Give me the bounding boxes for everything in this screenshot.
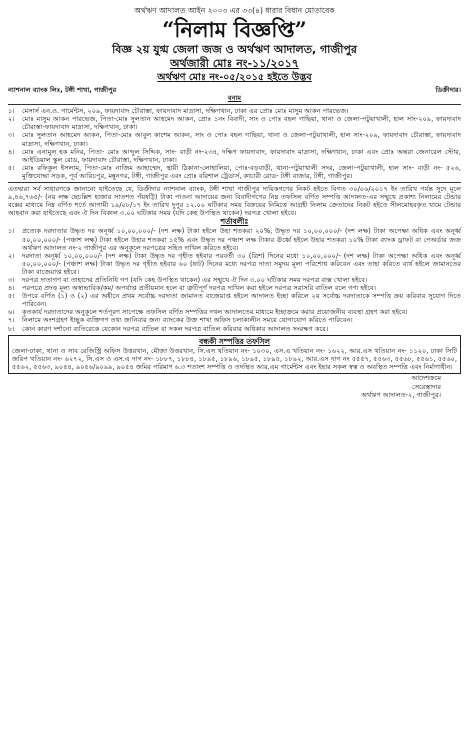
plaintiff-name: ন্যাশনাল ব্যাংক লিঃ, টঙ্গী শাখা, গাজীপুর <box>8 86 117 94</box>
term-item <box>8 252 461 276</box>
term-text: প্রত্যেক দরদাতার উদ্ধৃত দর অনূর্ধ্ব ১০,০০,০০০/- (দশ লক্ষ) টাকা হইলে উহা শতকরা ২০%, উদ্ধৃত দর ১০,০০,০০০/- (দশ লক্ষ) টাকা অপেক্ষা অধিক এবং অনূর্ধ্ব ৫০,০০,০০০/- (পঞ্চাশ লক্ষ) টাকা হইলে উহার শতকরা ১৫% এবং উদ্ধৃত দর পঞ্চাশ লক্ষ টাকার ঊর্ধ্বে হইলে উহার শতকরা ১০% টাকা ব্যাংক ড্রাফট বা পেঅর্ডার জজ অর্থঋণ আদালত নং-২ গাজীপুর এর অনুকূলে দরপত্রের সহিত দাখিল করিতে হইবে। <box>22 227 461 252</box>
defendant-text: মোঃ রফিকুল ইসলাম, পিতা-মোঃ নাজিম আহাম্মেদ, স্থায়ী ঠিকানা-লোহালিয়া, পোঃ-বড়বাড়ী, থানা-পটুয়াখালী সদর, জেলা-পটুয়াখালী, হাল সাং- বাড়ী নং- ৫২৬, মুক্তিযোদ্ধা সড়ক, পূর্ব আরিচপুর, মন্নুনগর, টঙ্গী, গাজীপুর এবং প্রোঃ বরিশাল ট্রেডার্স, কাচারী রোড- টঙ্গী বাজার, টঙ্গী, গাজীপুর। <box>22 163 461 180</box>
signature-title: সেরেস্তাদার <box>412 382 441 391</box>
signature-office: অর্থঋণ আদালত-২, গাজীপুর। <box>361 391 441 400</box>
term-item <box>8 316 461 324</box>
execution-case-number: অর্থজারী মোঃ নং-১১/২০১৭ <box>170 57 299 70</box>
defendant-number: ১। <box>8 107 15 116</box>
term-item <box>8 325 461 333</box>
divider <box>8 182 461 183</box>
legal-reference: অর্থঋণ আদালত আইন ২০০৩ এর ৩৩(৪) ধারার বিধান মোতাবেক <box>134 6 335 15</box>
signature-block <box>8 374 461 400</box>
term-text: কৃতকার্য দরদাতাদের অনুকূলে শর্তপূরণ সাপেক্ষে তফসিল বর্ণিত সম্পত্তির দখল আদালতের মাধ্যমে ইচ্ছাক্রমে করার প্রয়োজনীয় ব্যবস্থা গ্রহণ করা হইবে। <box>22 308 408 317</box>
signature-by-order: আদেশক্রমে <box>411 373 441 382</box>
schedule-text: জেলা-ঢাকা, থানা ও সাব রেজিস্ট্রি অফিস উত্তরখান, মৌজা উত্তরখান, সি.এস খতিয়ান নং- ১০৩০, এস.এ খতিয়ান নং- ১৬২২, আর.এস খতিয়ান নং- ১১২০, ঢাকা সিটি জরিপ খতিয়ান নং- ৬২৭২, সি.এস ও এস.এ দাগ নং- ১৮৮৭, ১৮৮৪, ১৮৯৫, ১৮৯৬, ১৮৯৫, ১৮৯৫, ১৮৯২, আর.এস দাগ নং ৫৫৫৭, ৫৫৬৩, ৫৫৬৮, ৫৫৬১, ৫৫৬০, ৫৫৬২, ৫৫৬৩, ৯০৫৪, ৯০৫৬/৯০৯৯, ৯০৫৪ জমির পরিমাণ ৬.৩ শতাংশ সম্পত্তি ও তদস্থিত আর.এম গার্মেন্টস এবং ইহার সকল স্বত্ব ও অবস্থিত সম্পত্তি এবং নির্মাণাধীন। <box>12 346 457 371</box>
term-item <box>8 227 461 251</box>
defendant-number: ৩। <box>8 131 15 140</box>
defendant-text: মোঃ সুলতান আহমেদ আকন, পিতা-মোঃ আবুল কাশেম আকন, সাং ও পোঃ বহল গাছিয়া, থানা ও জেলা-পটুয়াখালী, হাল সাং-২০৯, ফায়দাবাদ চৌরাস্তা, ফায়দাবাদ মাদ্রাসা, দক্ষিণখান, ঢাকা। <box>22 131 461 148</box>
term-text: উপরে বর্ণিত (১) ও (২) এর অধীনে প্রথম সর্বোচ্চ দরদাতা জামানত বাজেয়াপ্ত হইলে আদালত ইচ্ছা করিলে ২য় সর্বোচ্চ দরদাতাকে সম্পত্তি ক্রয় করিবার সুযোগ দিতে পারিবেন। <box>22 292 461 309</box>
term-text: দরদাতা অনূর্ধ্ব ১০,০০,০০০/- (দশ লক্ষ) টাকা উদ্ধৃত দর গৃহীত হইবার পরবর্তী ৩০ (ত্রিশ) দিনের মধ্যে ১০,০০,০০০/- (দশ লক্ষ) টাকা অপেক্ষা অধিক এবং অনূর্ধ্ব ৫০,০০,০০০/- (পঞ্চাশ লক্ষ) টাকা উদ্ধৃত দর গৃহীত হইবার ৬০ (ষাট) দিনের মধ্যে দরপত্র দাতা সমুদয় মূল্য পরিশোধ করিবেন এবং তাহা করিতে ব্যর্থ হইলে জামানতের টাকা বাজেয়াপ্ত হইবে। <box>22 251 461 276</box>
term-number: ৩। <box>8 275 15 284</box>
term-number: ১। <box>8 227 15 236</box>
defendant-number: ৫। <box>8 163 15 172</box>
defendant-item <box>8 131 461 147</box>
term-number: ২। <box>8 251 15 260</box>
property-schedule-box <box>8 335 461 374</box>
defendant-number: ২। <box>8 115 15 124</box>
defendant-item <box>8 115 461 131</box>
term-text: কোন কারণ দর্শানো ব্যতিরেকে যেকোন দরপত্র বাতিল বা সকল দরপত্র বাতিল করিবার অধিকার আদালত সংরক্ষণ করে। <box>22 324 329 333</box>
terms-heading: শর্তাবলীঃ <box>220 217 249 227</box>
versus-label: বনাম <box>227 94 242 103</box>
defendant-number: ৪। <box>8 147 15 156</box>
term-number: ৪। <box>8 284 15 293</box>
defendant-text: মোঃ এনামুল হক মনির, পিতা- মোঃ আব্দুল সিদ্দিক, সাং- বাড়ী নং-২৩৪, দক্ষিণ ফায়দাবাদ, ফায়দাবাদ মাদ্রাসা, দক্ষিণখান, ঢাকা এবং প্রোঃ অন্তরা জেনারেল স্টোর, আইডিয়াল স্কুল রোড, ফায়দাবাদ চৌরাস্তা, দক্ষিণখান, ঢাকা। <box>22 147 461 164</box>
term-number: ৫। <box>8 292 15 301</box>
intro-paragraph: এতদ্বারা সর্ব সাধারণকে জানানো যাইতেছে যে, ডিক্রীদার ন্যাশনাল ব্যাংক, টঙ্গী শাখা গাজীপুর দায়িকগণের নিকট হইতে বিগত ৩০/০৬/২০১৭ ইং তারিখ পর্যন্ত সুদে মূলে ৯,৪৬,৭৬৫/- (নয় লক্ষ ছেচল্লিশ হাজার সাতশত পঁয়ষট্টি) টাকা পাওনা আদায়ের জন্য বিবাদীগণের নিম্ন তফসিল বর্ণিত সম্পত্তি আদালত-এর সম্মুখে প্রকাশ্য নিলামের টেন্ডার বক্সের মাধ্যমে নিম্ন বর্ণিত শর্তে আগামী ১৯/০৮/১৭ ইং তারিখ দুপুর ১২.০০ ঘটিকার সময় বিক্রয়ের নিমিত্তে আগ্রহী নিলাম ক্রেতাদের নিকট হইতে সীলমোহরকৃত খামে টেন্ডার আহবান করা যাইতেছে এবং ঐ দিন বিকাল ৩.০০ ঘটিকার সময় (যদি কেহ উপস্থিত থাকেন) দরপত্র খোলা হইবে। <box>8 185 461 218</box>
defendant-text: মোঃ মাসুম আকন পারভেজ, পিতা-মোঃ সুলতান আহমেদ আকন, প্রোঃ ১নং বিবাদী, সাং ও পোঃ বহল গাছিয়া, থানা ও জেলা-পটুয়াখালী, হাল সাং-২০৯, ফায়দাবাদ চৌরাস্তা-ফায়দাবাদ মাদ্রাসা, দক্ষিণখান, ঢাকা। <box>22 115 461 132</box>
court-name: বিজ্ঞ ২য় যুগ্ম জেলা জজ ও অর্থঋণ আদালত, গাজীপুর <box>112 43 357 56</box>
term-number: ৭। <box>8 316 15 325</box>
term-item <box>8 292 461 308</box>
auction-notice <box>8 6 461 718</box>
defendant-text: মেসার্স এন.ও. গার্মেন্টস, ২০৯, ফায়দাবাদ চৌরাস্তা, ফায়দাবাদ মাদ্রাসা, দক্ষিণখান, ঢাকা এর প্রোঃ মোঃ মাসুম আকন পারভেজ। <box>22 107 349 116</box>
defendant-item <box>8 164 461 180</box>
term-number: ৮। <box>8 324 15 333</box>
term-text: পরপত্রে প্রদত্ত মূল্য অস্বাভাবিক/কম/ অপর্যাপ্ত প্রতীয়মান হলে বা ত্রুটিপূর্ণ দরপত্র দাখিল করা হইলে দরপত্র সরাসরি বাতিল বলে গণ্য হইবে। <box>22 284 377 293</box>
defendant-item <box>8 148 461 164</box>
term-number: ৬। <box>8 308 15 317</box>
origin-case-number: অর্থঋণ মোঃ নং-০৫/২০১৫ হইতে উদ্ভব <box>157 72 312 83</box>
plaintiff-row <box>8 86 461 94</box>
term-item <box>8 284 461 292</box>
plaintiff-role: ডিক্রীদার। <box>435 86 461 94</box>
term-item <box>8 276 461 284</box>
divider <box>8 104 461 105</box>
notice-title: “নিলাম বিজ্ঞপ্তি” <box>162 17 307 42</box>
term-text: নিলামে অংশগ্রহণ ইচ্ছুক ব্যক্তিগণ তথ্য জানিবার জন্য ব্যাংকের উক্ত শাখা অফিস চলাকালীন সময়ে যোগাযোগ করিতে পারিবেন। <box>22 316 353 325</box>
schedule-heading: বন্ধকী সম্পত্তির তফসিল <box>199 336 270 346</box>
defendant-list <box>8 107 461 180</box>
term-text: দরপত্র দাতাগণ বা তাহাদের প্রতিনিধি গণ (যদি কেহ উপস্থিত থাকেন) এর সম্মুখে ঐ দিন ৩.০০ ঘটিকার সময় দরপত্র বাক্স খোলা হইবে। <box>22 275 368 284</box>
terms-list <box>8 227 461 332</box>
